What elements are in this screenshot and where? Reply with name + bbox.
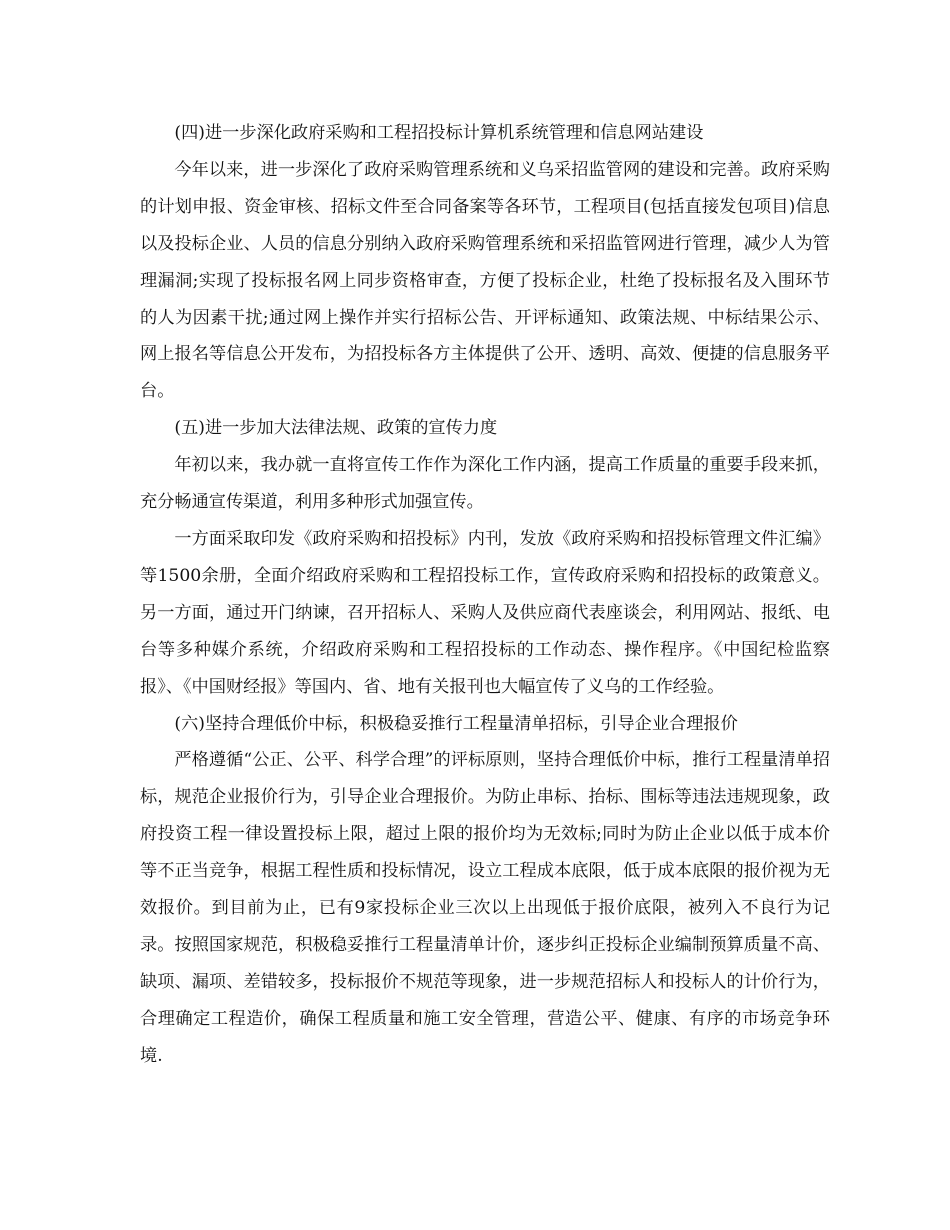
body-paragraph: 年初以来，我办就一直将宣传工作作为深化工作内涵，提高工作质量的重要手段来抓，充分畅通宣传渠道，利用多种形式加强宣传。 — [140, 455, 830, 513]
section-heading-5: (五)进一步加大法律法规、政策的宣传力度 — [174, 418, 498, 439]
body-paragraph: 严格遵循“公正、公平、科学合理”的评标原则，坚持合理低价中标，推行工程量清单招标，规范企业报价行为，引导企业合理报价。为防止串标、抬标、围标等违法违规现象，政府投资工程一律设置投标上限，超过上限的报价均为无效标;同时为防止企业以低于成本价等不正当竞争，根据工程性质和投标情况，设立工程成本底限，低于成本底限的报价视为无效报价。到目前为止，已有9家投标企业三次以上出现低于报价底限，被列入不良行为记录。按照国家规范，积极稳妥推行工程量清单计价，逐步纠正投标企业编制预算质量不高、缺项、漏项、差错较多，投标报价不规范等现象，进一步规范招标人和投标人的计价行为，合理确定工程造价，确保工程质量和施工安全管理，营造公平、健康、有序的市场竞争环境. — [140, 750, 830, 1066]
body-paragraph: 今年以来，进一步深化了政府采购管理系统和义乌采招监管网的建设和完善。政府采购的计划申报、资金审核、招标文件至合同备案等各环节，工程项目(包括直接发包项目)信息以及投标企业、人员的信息分别纳入政府采购管理系统和采招监管网进行管理，减少人为管理漏洞;实现了投标报名网上同步资格审查，方便了投标企业，杜绝了投标报名及入围环节的人为因素干扰;通过网上操作并实行招标公告、开评标通知、政策法规、中标结果公示、网上报名等信息公开发布，为招投标各方主体提供了公开、透明、高效、便捷的信息服务平台。 — [140, 159, 830, 402]
document-body — [140, 115, 830, 1075]
section-heading-6: (六)坚持合理低价中标，积极稳妥推行工程量清单招标，引导企业合理报价 — [174, 713, 738, 734]
section-heading-4: (四)进一步深化政府采购和工程招投标计算机系统管理和信息网站建设 — [174, 123, 704, 143]
body-paragraph: 一方面采取印发《政府采购和招投标》内刊，发放《政府采购和招投标管理文件汇编》等1500余册，全面介绍政府采购和工程招投标工作，宣传政府采购和招投标的政策意义。另一方面，通过开门纳谏，召开招标人、采购人及供应商代表座谈会，利用网站、报纸、电台等多种媒介系统，介绍政府采购和工程招投标的工作动态、操作程序。《中国纪检监察报》、《中国财经报》等国内、省、地有关报刊也大幅宣传了义乌的工作经验。 — [140, 528, 830, 697]
